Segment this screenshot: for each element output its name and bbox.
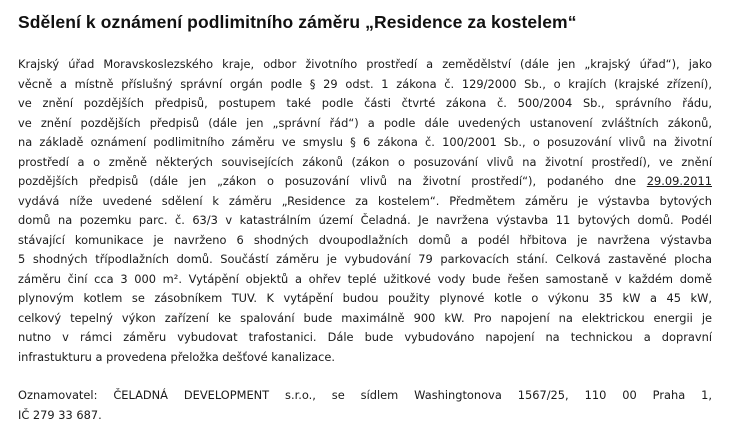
body-paragraph [18,55,712,367]
applicant-info [18,386,712,425]
body-line: na základě oznámení podlimitního záměru ve smyslu § 6 zákona č. 100/2001 Sb., o posuzování vlivů na životní [18,135,712,149]
body-line-text: pozdějších předpisů (dále jen „zákon o posuzování vlivů na životní prostředí“), podaného dne [18,174,647,188]
body-line-with-date [18,172,712,192]
body-line: prostředí a o změně některých souvisejících zákonů (zákon o posuzování vlivů na životní prostředí), ve znění [18,154,712,169]
submission-date: 29.09.2011 [646,174,712,188]
applicant-line: Oznamovatel: ČELADNÁ DEVELOPMENT s.r.o., se sídlem Washingtonova 1567/25, 110 00 Praha 1, [18,388,712,402]
body-line: ve znění pozdějších předpisů (dále jen „správní řád“) a podle dále uvedených ustanovení zvláštních zákonů, [18,115,712,130]
body-line: stávající komunikace je navrženo 6 shodných dvoupodlažních domů a podél hřbitova je navržena výstavba [18,232,712,247]
body-line: celkový tepelný výkon zařízení ke spalování bude maximálně 900 kW. Pro napojení na elektrickou energii je [18,310,712,325]
body-line: domů na pozemku parc. č. 63/3 v katastrálním území Čeladná. Je navržena výstavba 11 bytových domů. Podél [18,213,712,227]
body-line: plynovým kotlem se zásobníkem TUV. K vytápění budou použity plynové kotle o výkonu 35 kW a 45 kW, [18,291,712,305]
body-line: věcně a místně příslušný správní orgán podle § 29 odst. 1 zákona č. 129/2000 Sb., o krajích (krajské zřízení), [18,76,712,91]
body-line: ve znění pozdějších předpisů, postupem také podle části čtvrté zákona č. 500/2004 Sb., správního řádu, [18,96,712,110]
body-line: 5 shodných třípodlažních domů. Součástí záměru je vybudování 79 parkovacích stání. Celková zastavěné plocha [18,252,712,266]
body-line: nutno v rámci záměru vybudovat trafostanici. Dále bude vybudováno napojení na technickou a dopravní [18,330,712,344]
page-title: Sdělení k oznámení podlimitního záměru „Residence za kostelem“ [18,12,577,32]
body-line: vydává níže uvedené sdělení k záměru „Residence za kostelem“. Předmětem záměru je výstavba bytových [18,193,712,208]
body-line: infrastukturu a provedena přeložka dešťové kanalizace. [18,349,336,364]
applicant-id-line: IČ 279 33 687. [18,407,102,422]
body-line: Krajský úřad Moravskoslezského kraje, odbor životního prostředí a zemědělství (dále jen „krajský úřad“), jako [18,57,712,71]
body-line: záměru činí cca 3 000 m². Vytápění objektů a ohřev teplé užitkové vody bude řešen samostaně v každém domě [18,271,712,286]
